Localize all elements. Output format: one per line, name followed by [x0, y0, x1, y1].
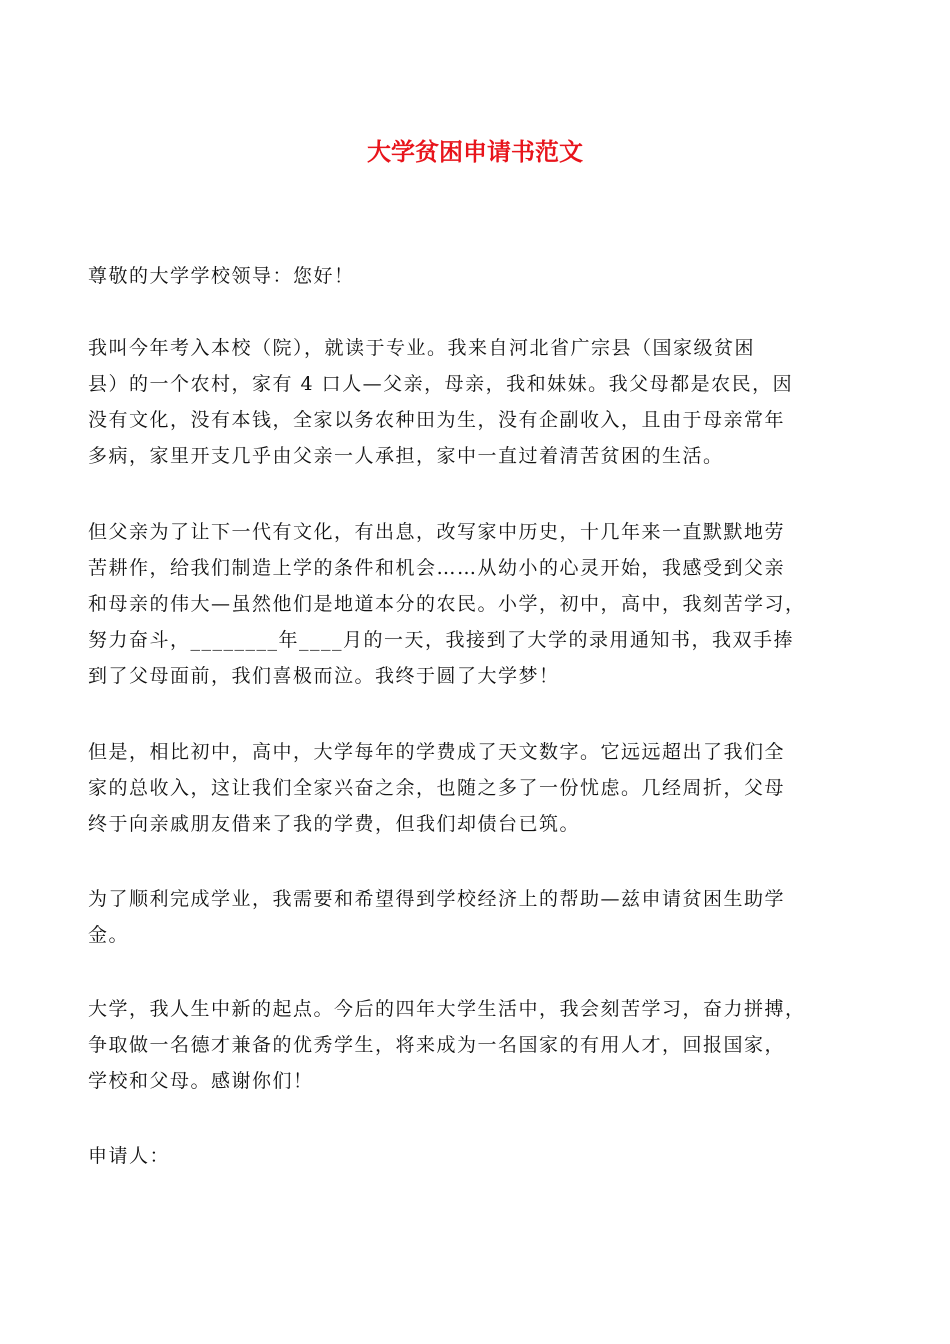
- paragraph-line: 县）的一个农村，家有 4 口人—父亲，母亲，我和妹妹。我父母都是农民，因: [88, 373, 794, 395]
- signature-block: [88, 1138, 878, 1174]
- paragraph-4: [88, 881, 878, 953]
- paragraph-1: [88, 330, 878, 474]
- paragraph-line: 大学，我人生中新的起点。今后的四年大学生活中，我会刻苦学习，奋力拼搏，: [88, 998, 806, 1020]
- paragraph-line: 没有文化，没有本钱，全家以务农种田为生，没有企副收入，且由于母亲常年: [88, 409, 786, 431]
- paragraph-line: 为了顺利完成学业，我需要和希望得到学校经济上的帮助—兹申请贫困生助学: [88, 888, 786, 910]
- paragraph-line: 但父亲为了让下一代有文化，有出息，改写家中历史，十几年来一直默默地劳: [88, 521, 786, 543]
- paragraph-2: [88, 514, 878, 694]
- paragraph-line: 和母亲的伟大—虽然他们是地道本分的农民。小学，初中，高中，我刻苦学习，: [88, 593, 806, 615]
- paragraph-line: 学校和父母。感谢你们！: [88, 1070, 314, 1092]
- paragraph-3: [88, 734, 878, 842]
- greeting-line: [88, 258, 878, 294]
- paragraph-line: 但是，相比初中，高中，大学每年的学费成了天文数字。它远远超出了我们全: [88, 741, 786, 763]
- signature-label: 申请人：: [88, 1145, 171, 1167]
- paragraph-line: 家的总收入，这让我们全家兴奋之余，也随之多了一份忧虑。几经周折，父母: [88, 777, 786, 799]
- paragraph-line: 努力奋斗，________年____月的一天，我接到了大学的录用通知书，我双手捧: [88, 629, 795, 651]
- paragraph-5: [88, 991, 878, 1099]
- paragraph-line: 争取做一名德才兼备的优秀学生，将来成为一名国家的有用人才，回报国家，: [88, 1034, 786, 1056]
- paragraph-line: 多病，家里开支几乎由父亲一人承担，家中一直过着清苦贫困的生活。: [88, 445, 724, 467]
- greeting-text: 尊敬的大学学校领导：您好！: [88, 265, 355, 287]
- paragraph-line: 金。: [88, 924, 130, 946]
- paragraph-line: 苦耕作，给我们制造上学的条件和机会……从幼小的心灵开始，我感受到父亲: [88, 557, 786, 579]
- paragraph-line: 到了父母面前，我们喜极而泣。我终于圆了大学梦！: [88, 665, 560, 687]
- paragraph-line: 终于向亲戚朋友借来了我的学费，但我们却债台已筑。: [88, 813, 581, 835]
- document-title: 大学贫困申请书范文: [367, 138, 583, 166]
- paragraph-line: 我叫今年考入本校（院），就读于专业。我来自河北省广宗县（国家级贫困: [88, 337, 756, 359]
